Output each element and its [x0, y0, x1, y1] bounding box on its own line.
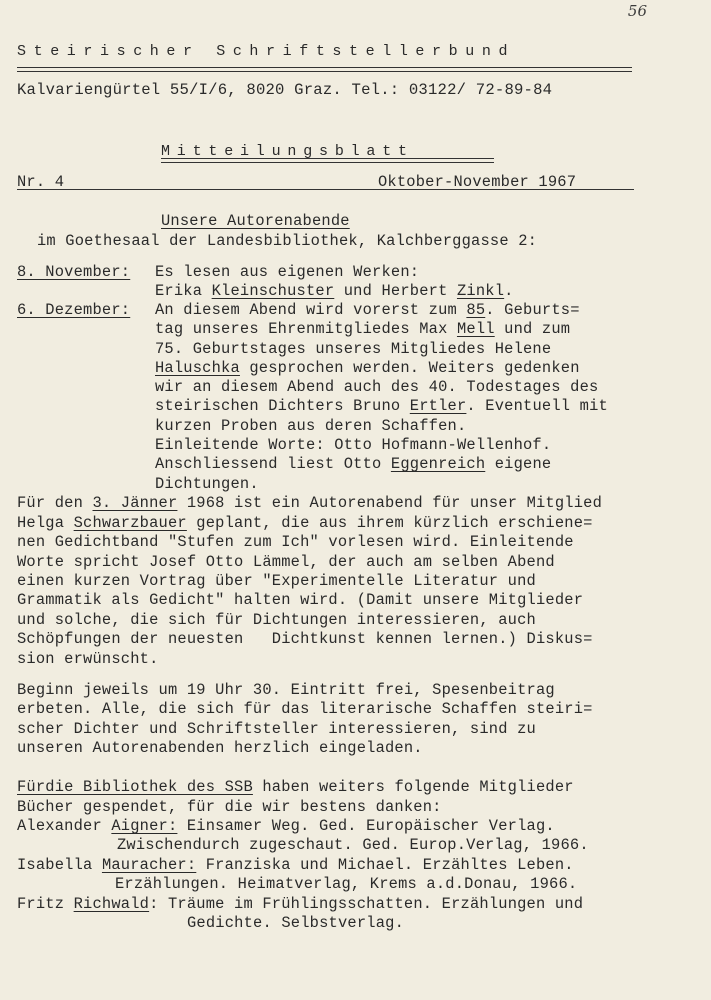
donation-entry-cont: Erzählungen. Heimatverlag, Krems a.d.Donau, 1966. — [115, 875, 578, 893]
paragraph-line: Schöpfungen der neuesten Dichtkunst kennen lernen.) Diskus= — [17, 630, 593, 648]
event-2-line: 75. Geburtstages unseres Mitgliedes Helene — [155, 340, 552, 358]
event-location: im Goethesaal der Landesbibliothek, Kalchberggasse 2: — [37, 232, 538, 250]
event-1-line: Erika Kleinschuster und Herbert Zinkl. — [155, 282, 514, 300]
event-2-line: tag unseres Ehrenmitgliedes Max Mell und zum — [155, 320, 571, 338]
paragraph-line: Grammatik als Gedicht" halten wird. (Damit unsere Mitglieder — [17, 591, 584, 609]
paragraph-line: Beginn jeweils um 19 Uhr 30. Eintritt frei, Spesenbeitrag — [17, 681, 555, 699]
donation-entry-cont: Zwischendurch zugeschaut. Ged. Europ.Verlag, 1966. — [117, 836, 589, 854]
issue-rule — [17, 189, 634, 190]
paragraph-line: Worte spricht Josef Otto Lämmel, der auch am selben Abend — [17, 553, 555, 571]
library-line: Bücher gespendet, für die wir bestens danken: — [17, 798, 442, 816]
paragraph-line: scher Dichter und Schriftsteller interessieren, sind zu — [17, 720, 536, 738]
event-2-line: Dichtungen. — [155, 475, 259, 493]
event-2-line: Anschliessend liest Otto Eggenreich eigene — [155, 455, 552, 473]
donation-entry: Fritz Richwald: Träume im Frühlingsschatten. Erzählungen und — [17, 895, 584, 913]
event-2-line: Haluschka gesprochen werden. Weiters gedenken — [155, 359, 580, 377]
paragraph-line: nen Gedichtband "Stufen zum Ich" vorlesen wird. Einleitende — [17, 533, 574, 551]
issue-date: Oktober-November 1967 — [378, 173, 577, 191]
event-1-date: 8. November: — [17, 263, 131, 281]
paragraph-line: und solche, die sich für Dichtungen interessieren, auch — [17, 611, 536, 629]
paragraph-line: erbeten. Alle, die sich für das literarische Schaffen steiri= — [17, 700, 593, 718]
donation-entry-cont: Gedichte. Selbstverlag. — [187, 914, 405, 932]
donation-entry: Isabella Mauracher: Franziska und Michael. Erzähltes Leben. — [17, 856, 574, 874]
paragraph-line: sion erwünscht. — [17, 650, 159, 668]
paragraph-line: Für den 3. Jänner 1968 ist ein Autorenabend für unser Mitglied — [17, 494, 603, 512]
event-2-line: steirischen Dichters Bruno Ertler. Eventuell mit — [155, 397, 608, 415]
org-name: Steirischer Schriftstellerbund — [17, 43, 516, 60]
event-2-line: Einleitende Worte: Otto Hofmann-Wellenhof. — [155, 436, 552, 454]
event-2-date: 6. Dezember: — [17, 301, 131, 319]
issue-number: Nr. 4 — [17, 173, 65, 191]
event-1-line: Es lesen aus eigenen Werken: — [155, 263, 420, 281]
org-address: Kalvariengürtel 55/I/6, 8020 Graz. Tel.: 03122/ 72-89-84 — [17, 81, 553, 99]
page-number: 56 — [627, 2, 647, 20]
section-heading: Unsere Autorenabende — [161, 212, 350, 230]
header-double-rule — [17, 67, 632, 68]
paragraph-line: einen kurzen Vortrag über "Experimentelle Literatur und — [17, 572, 536, 590]
library-heading: Fürdie Bibliothek des SSB haben weiters folgende Mitglieder — [17, 778, 574, 796]
event-2-line: An diesem Abend wird vorerst zum 85. Geburts= — [155, 301, 580, 319]
donation-entry: Alexander Aigner: Einsamer Weg. Ged. Europäischer Verlag. — [17, 817, 555, 835]
paragraph-line: Helga Schwarzbauer geplant, die aus ihrem kürzlich erschiene= — [17, 514, 593, 532]
event-2-line: wir an diesem Abend auch des 40. Todestages des — [155, 378, 599, 396]
bulletin-title: Mitteilungsblatt — [161, 143, 414, 160]
event-2-line: kurzen Proben aus deren Schaffen. — [155, 417, 467, 435]
title-double-rule — [161, 158, 494, 159]
paragraph-line: unseren Autorenabenden herzlich eingeladen. — [17, 739, 423, 757]
